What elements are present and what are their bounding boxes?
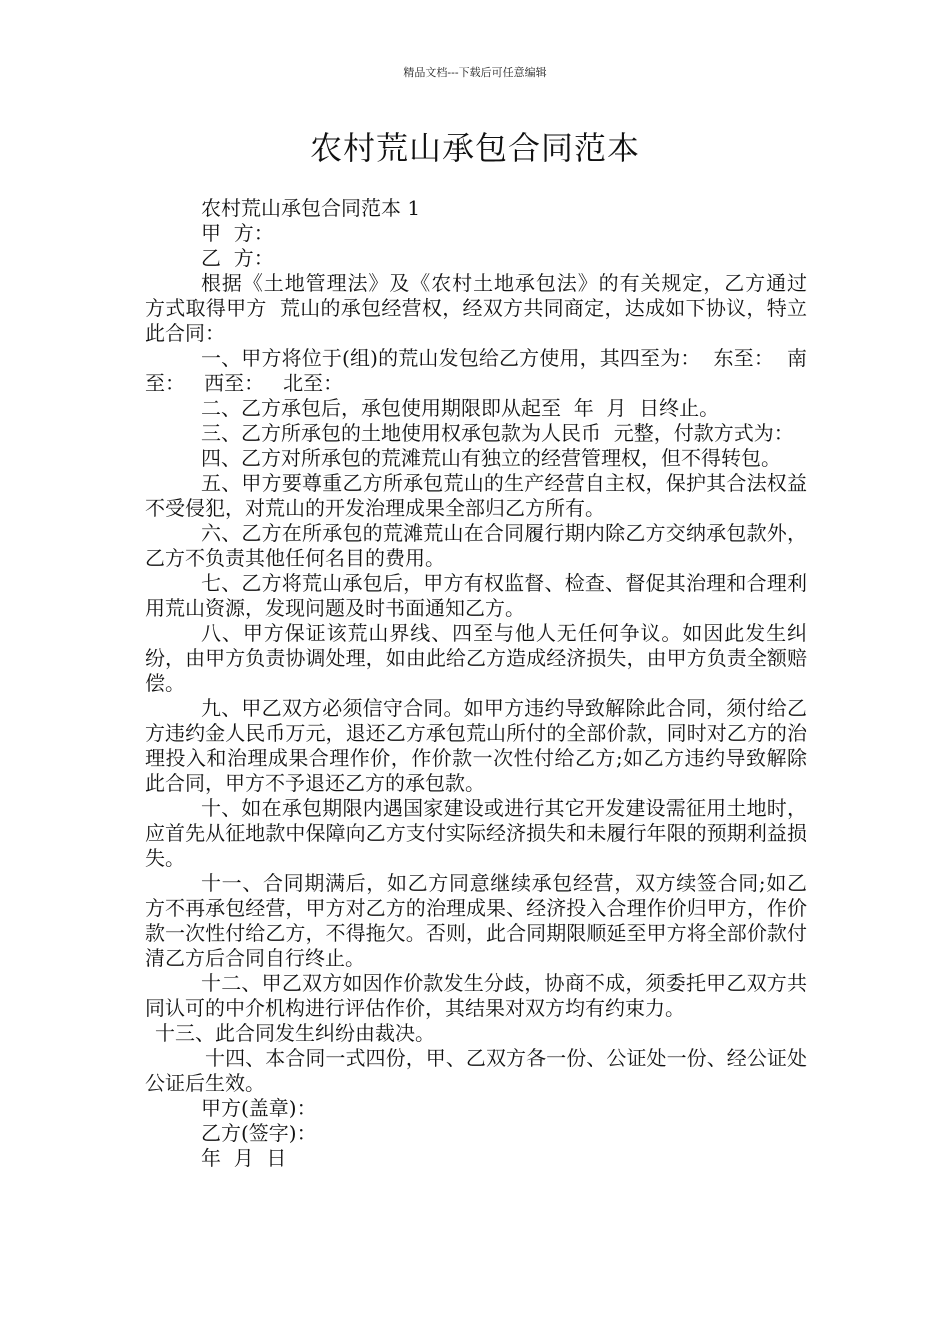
clause-8: 八、甲方保证该荒山界线、四至与他人无任何争议。如因此发生纠纷，由甲方负责协调处理，如由此给乙方造成经济损失，由甲方负责全额赔偿。: [145, 621, 807, 695]
clause-3: 三、乙方所承包的土地使用权承包款为人民币 元整，付款方式为：: [201, 421, 794, 445]
clause-1: 一、甲方将位于(组)的荒山发包给乙方使用，其四至为： 东至： 南至： 西至： 北至：: [145, 346, 807, 395]
clause-12: 十二、甲乙双方如因作价款发生分歧，协商不成，须委托甲乙双方共同认可的中介机构进行评估作价，其结果对双方均有约束力。: [145, 971, 807, 1020]
party-b-line: 乙 方：: [201, 246, 274, 270]
party-a-line: 甲 方：: [201, 221, 274, 245]
contract-subtitle: 农村荒山承包合同范本 1: [201, 196, 421, 220]
page-header: 精品文档---下载后可任意编辑: [403, 66, 547, 79]
preamble-paragraph: 根据《土地管理法》及《农村土地承包法》的有关规定，乙方通过 方式取得甲方 荒山的承包经营权，经双方共同商定，达成如下协议，特立此合同：: [145, 271, 820, 345]
clause-13: 十三、此合同发生纠纷由裁决。: [155, 1021, 435, 1045]
clause-2: 二、乙方承包后，承包使用期限即从起至 年 月 日终止。: [201, 396, 720, 420]
clause-14: 十四、本合同一式四份，甲、乙双方各一份、公证处一份、经公证处公证后生效。: [145, 1046, 807, 1095]
party-a-seal-line: 甲方(盖章)：: [201, 1096, 317, 1120]
document-body: [145, 196, 820, 1171]
document-title: 农村荒山承包合同范本: [309, 129, 640, 167]
clause-9: 九、甲乙双方必须信守合同。如甲方违约导致解除此合同，须付给乙方违约金人民币万元，退还乙方承包荒山所付的全部价款，同时对乙方的治理投入和治理成果合理作价，作价款一次性付给乙方;如乙方违约导致解除此合同，甲方不予退还乙方的承包款。: [145, 696, 807, 795]
clause-6: 六、乙方在所承包的荒滩荒山在合同履行期内除乙方交纳承包款外，乙方不负责其他任何名目的费用。: [145, 521, 807, 570]
clause-11: 十一、合同期满后，如乙方同意继续承包经营，双方续签合同;如乙方不再承包经营，甲方对乙方的治理成果、经济投入合理作价归甲方，作价款一次性付给乙方，不得拖欠。否则，此合同期限顺延至甲方将全部价款付清乙方后合同自行终止。: [145, 871, 807, 970]
party-b-signature-line: 乙方(签字)：: [201, 1121, 317, 1145]
clause-4: 四、乙方对所承包的荒滩荒山有独立的经营管理权，但不得转包。: [201, 446, 781, 470]
clause-5: 五、甲方要尊重乙方所承包荒山的生产经营自主权，保护其合法权益不受侵犯，对荒山的开发治理成果全部归乙方所有。: [145, 471, 807, 520]
clause-10: 十、如在承包期限内遇国家建设或进行其它开发建设需征用土地时，应首先从征地款中保障向乙方支付实际经济损失和未履行年限的预期利益损失。: [145, 796, 807, 870]
date-line: 年 月 日: [201, 1146, 287, 1170]
clause-7: 七、乙方将荒山承包后，甲方有权监督、检查、督促其治理和合理利用荒山资源，发现问题及时书面通知乙方。: [145, 571, 807, 620]
